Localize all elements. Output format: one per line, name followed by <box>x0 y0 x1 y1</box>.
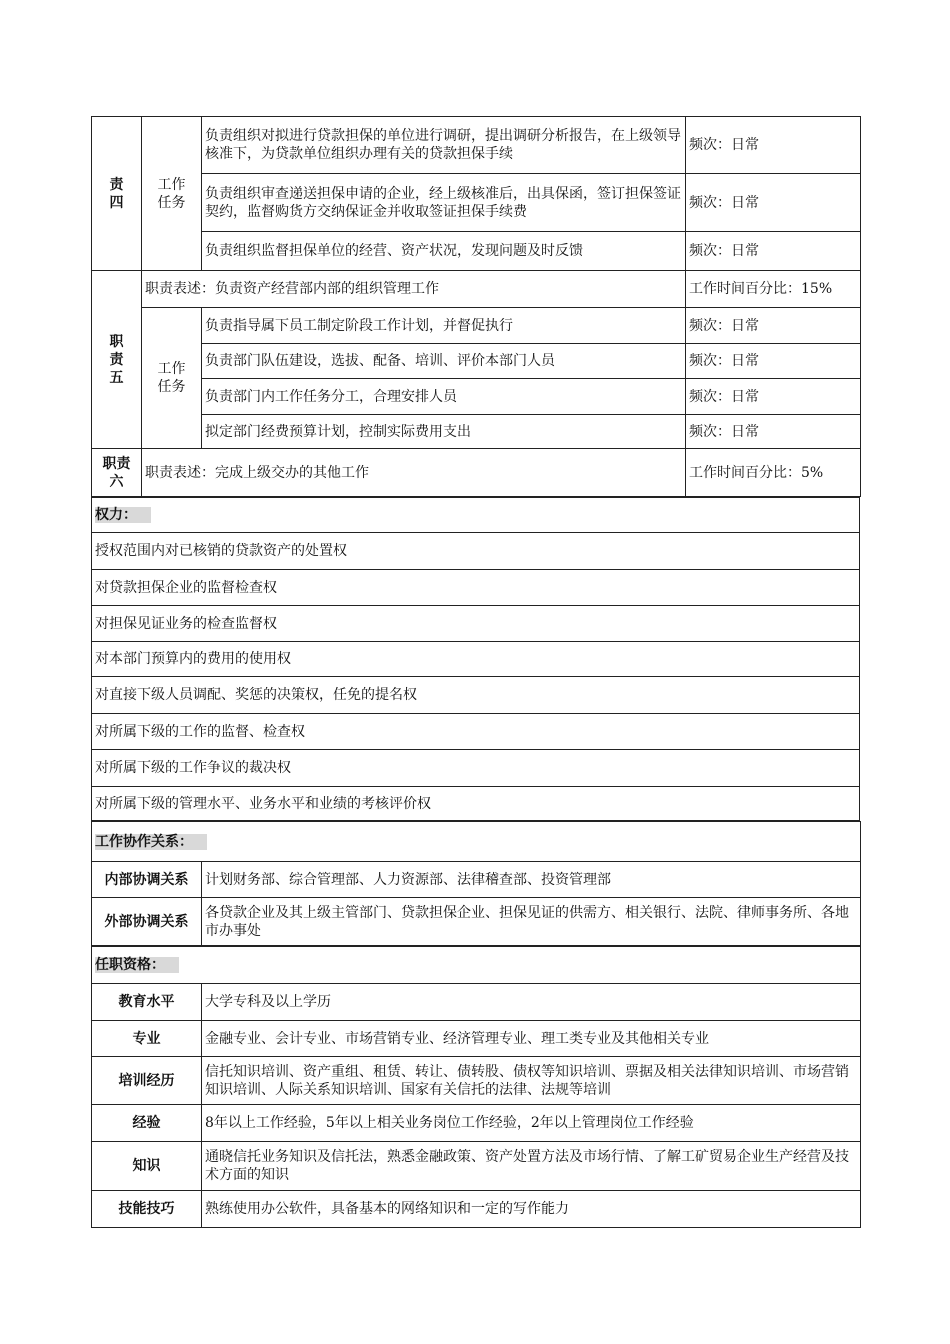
external-relation-row <box>92 898 861 946</box>
duty4-task-row <box>92 232 861 271</box>
duty4-task-text: 负责组织监督担保单位的经营、资产状况，发现问题及时反馈 <box>202 232 686 271</box>
qualification-value: 金融专业、会计专业、市场营销专业、经济管理专业、理工类专业及其他相关专业 <box>202 1021 861 1057</box>
duty4-task-row <box>92 174 861 232</box>
qualification-label: 培训经历 <box>92 1057 202 1105</box>
duty4-task-frequency: 频次：日常 <box>686 232 861 271</box>
qualification-row <box>92 984 861 1021</box>
authority-item: 对本部门预算内的费用的使用权 <box>92 642 860 677</box>
cooperation-heading: 工作协作关系： <box>92 822 861 862</box>
duty4-task-frequency: 频次：日常 <box>686 117 861 174</box>
cooperation-heading-row <box>92 822 861 862</box>
duty6-statement: 职责表述：完成上级交办的其他工作 <box>142 449 686 497</box>
external-relation-value: 各贷款企业及其上级主管部门、贷款担保企业、担保见证的供需方、相关银行、法院、律师事务所、各地市办事处 <box>202 898 861 946</box>
qualification-value: 大学专科及以上学历 <box>202 984 861 1021</box>
duty4-task-text: 负责组织对拟进行贷款担保的单位进行调研，提出调研分析报告，在上级领导核准下，为贷款单位组织办理有关的贷款担保手续 <box>202 117 686 174</box>
qualification-value: 通晓信托业务知识及信托法，熟悉金融政策、资产处置方法及市场行情、了解工矿贸易企业生产经营及技术方面的知识 <box>202 1142 861 1191</box>
qualification-row <box>92 1105 861 1142</box>
internal-relation-row <box>92 862 861 898</box>
duty5-task-text: 负责部门队伍建设，选拔、配备、培训、评价本部门人员 <box>202 344 686 379</box>
internal-relation-value: 计划财务部、综合管理部、人力资源部、法律稽查部、投资管理部 <box>202 862 861 898</box>
qualification-row <box>92 1191 861 1228</box>
qualification-value: 熟练使用办公软件，具备基本的网络知识和一定的写作能力 <box>202 1191 861 1228</box>
authority-heading-row <box>92 498 860 533</box>
qualifications-table <box>91 946 861 1228</box>
qualification-label: 经验 <box>92 1105 202 1142</box>
duty5-task-frequency: 频次：日常 <box>686 415 861 449</box>
qualification-label: 技能技巧 <box>92 1191 202 1228</box>
authority-item: 对贷款担保企业的监督检查权 <box>92 570 860 606</box>
duty4-task-text: 负责组织审查递送担保申请的企业，经上级核准后，出具保函，签订担保签证契约，监督购货方交纳保证金并收取签证担保手续费 <box>202 174 686 232</box>
duty4-label: 责 四 <box>92 117 142 271</box>
duties-table <box>91 116 861 497</box>
qualification-label: 教育水平 <box>92 984 202 1021</box>
cooperation-table <box>91 821 861 946</box>
duty4-task-label: 工作 任务 <box>142 117 202 271</box>
duty5-task-text: 负责指导属下员工制定阶段工作计划，并督促执行 <box>202 308 686 344</box>
job-description-sheet <box>91 116 860 1228</box>
authority-item: 对直接下级人员调配、奖惩的决策权，任免的提名权 <box>92 677 860 714</box>
qualification-row <box>92 1021 861 1057</box>
internal-relation-label: 内部协调关系 <box>92 862 202 898</box>
duty5-statement-row <box>92 271 861 308</box>
duty5-task-frequency: 频次：日常 <box>686 379 861 415</box>
duty6-label: 职责 六 <box>92 449 142 497</box>
qualification-label: 知识 <box>92 1142 202 1191</box>
authority-item: 对担保见证业务的检查监督权 <box>92 606 860 642</box>
authority-item: 对所属下级的工作争议的裁决权 <box>92 750 860 787</box>
qualification-value: 信托知识培训、资产重组、租赁、转让、债转股、债权等知识培训、票据及相关法律知识培训、市场营销知识培训、人际关系知识培训、国家有关信托的法律、法规等培训 <box>202 1057 861 1105</box>
duty6-percent: 工作时间百分比：5% <box>686 449 861 497</box>
duty5-statement: 职责表述：负责资产经营部内部的组织管理工作 <box>142 271 686 308</box>
duty5-task-frequency: 频次：日常 <box>686 308 861 344</box>
qualification-row <box>92 1142 861 1191</box>
qualification-label: 专业 <box>92 1021 202 1057</box>
duty5-task-row <box>92 344 861 379</box>
duty5-task-text: 负责部门内工作任务分工，合理安排人员 <box>202 379 686 415</box>
qualification-row <box>92 1057 861 1105</box>
authority-table <box>91 497 860 821</box>
external-relation-label: 外部协调关系 <box>92 898 202 946</box>
duty4-task-frequency: 频次：日常 <box>686 174 861 232</box>
duty5-label: 职 责 五 <box>92 271 142 449</box>
qualifications-heading: 任职资格： <box>92 947 861 984</box>
duty5-percent: 工作时间百分比：15% <box>686 271 861 308</box>
qualifications-heading-row <box>92 947 861 984</box>
duty5-task-row <box>92 415 861 449</box>
qualification-value: 8年以上工作经验，5年以上相关业务岗位工作经验，2年以上管理岗位工作经验 <box>202 1105 861 1142</box>
duty4-task-row <box>92 117 861 174</box>
duty5-task-text: 拟定部门经费预算计划，控制实际费用支出 <box>202 415 686 449</box>
duty5-task-row <box>92 308 861 344</box>
duty6-row <box>92 449 861 497</box>
duty5-task-row <box>92 379 861 415</box>
authority-heading: 权力： <box>92 498 860 533</box>
duty5-task-frequency: 频次：日常 <box>686 344 861 379</box>
authority-item: 对所属下级的管理水平、业务水平和业绩的考核评价权 <box>92 787 860 821</box>
duty5-task-label: 工作 任务 <box>142 308 202 449</box>
authority-item: 授权范围内对已核销的贷款资产的处置权 <box>92 533 860 570</box>
authority-item: 对所属下级的工作的监督、检查权 <box>92 714 860 750</box>
